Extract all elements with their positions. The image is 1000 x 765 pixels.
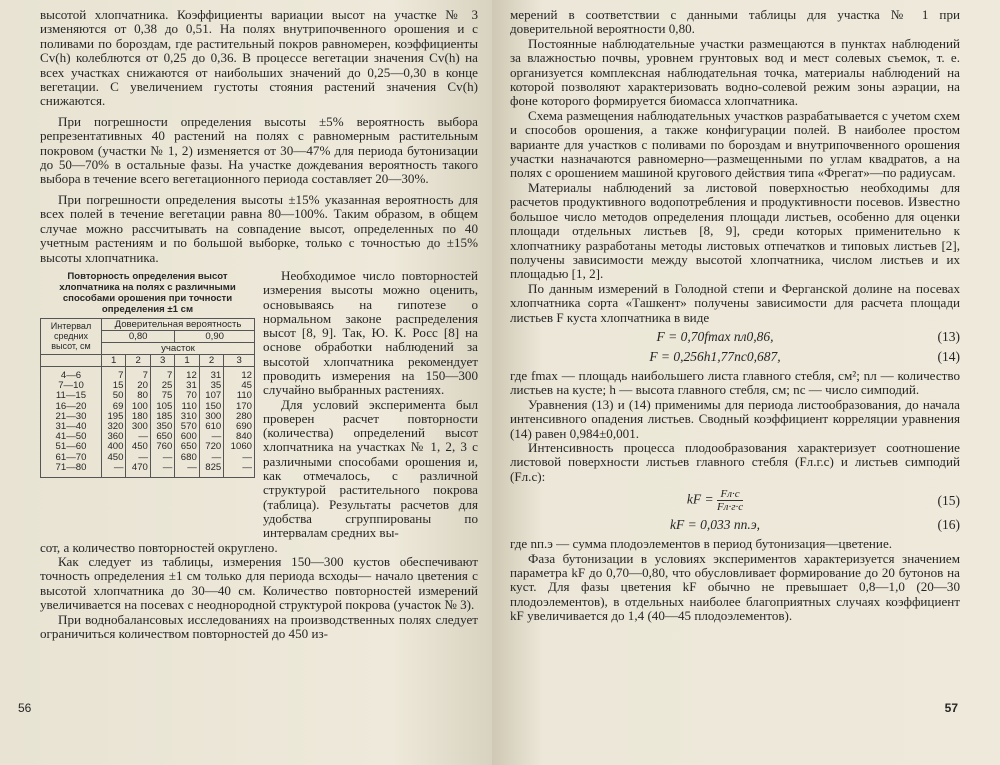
paragraph: высотой хлопчатника. Коэффициенты вариации высот на участке № 3 изменяются от 0,38 до 0,51. На полях внутрипочвенного орошения и с поливами по бороздам, где растительный покров равномерен, коэффициенты Cv(h) колеблются от 0,25 до 0,36. В процессе вегетации значения Cv(h) на всех участках снижаются от наибольших значений до 0,25—0,30 в конце вегетации. С увеличением густоты стояния растений значения Cv(h) снижаются.: [40, 7, 478, 109]
formula-14: [510, 349, 960, 365]
paragraph: Фаза бутонизации в условиях экспериментов характеризуется значением параметра kF до 0,70—0,80, что обусловливает формирование до 20 бутонов на куст. Для фазы цветения kF обычно не превышает 0,8—1,0 (20—30 плодоэлементов), в отдельных наиболее благоприятных случаях коэффициент kF увеличивается до 1,4 (40—45 плодоэлементов).: [510, 550, 960, 624]
table-cell: 80: [126, 391, 150, 401]
table-cell: 51—60: [41, 442, 102, 452]
table-cell: 7: [150, 366, 174, 381]
fraction: [717, 488, 743, 513]
table-row: [41, 366, 255, 381]
table-cell: 320: [102, 422, 126, 432]
table-cell: 110: [175, 402, 199, 412]
table-cell: 195: [102, 412, 126, 422]
plot-header: участок: [102, 342, 255, 354]
paragraph: При воднобалансовых исследованиях на производственных полях следует ограничиться количеством повторностей до 450 из-: [40, 611, 478, 641]
paragraph: При погрешности определения высоты ±5% вероятность выбора репрезентативных 40 растений на полях с равномерным растительным покровом (участки № 1, 2) изменяется от 30—47% для периода бутонизации до 50—70% в остальные фазы. На участке дождевания вероятность такого выбора в течение всего вегетационного периода составляет 20—30%.: [40, 113, 478, 187]
table-cell: 570: [175, 422, 199, 432]
table-caption: Повторность определения высот хлопчатника на полях с различными способами орошения при точности определения ±1 см: [59, 270, 236, 315]
paragraph: Материалы наблюдений за листовой поверхностью необходимы для расчетов продуктивного водопотребления и продуктивности посевов. Известно большое число методов определения площади листьев, особенно для оценки площади отдельных листьев [8, 9], среди которых применительно к хлопчатнику разработаны методы листовых отпечатков и типовых листьев [2], получены зависимости между высотой хлопчатника, числом листьев и их площадью [1, 2].: [510, 179, 960, 282]
page-56: [0, 0, 492, 765]
paragraph: Для условий эксперимента был проверен расчет повторности (количества) определений высот хлопчатника на участках № 1, 2, 3 с различными способами орошения и, как отмечалось, с различной структурой растительного покрова (таблица). Результаты расчетов для удобства сгруппированы по интервалам средних вы-: [263, 396, 478, 541]
table-cell: 360: [102, 432, 126, 442]
formula-16: [510, 517, 960, 533]
table-cell: 31: [199, 366, 223, 381]
table-cell: 16—20: [41, 402, 102, 412]
probability-header: Доверительная вероятность: [102, 318, 255, 330]
paragraph: Схема размещения наблюдательных участков разрабатывается с учетом схем и способов орошения, а также конфигурации полей. В наиболее простом варианте для участков с поливами по бороздам и внутрипочвенного орошения участки назначаются равномерно—размещенными по углам квадратов, а на полях с орошением машиной кругового действия типа «Фрегат»—по радиусам.: [510, 107, 960, 181]
plot-number: 1: [175, 354, 199, 366]
table-cell: 50: [102, 391, 126, 401]
table-cell: 840: [224, 432, 255, 442]
formula-number: (14): [937, 348, 960, 364]
table-cell: 600: [175, 432, 199, 442]
fraction-numerator: Fл·с: [717, 488, 743, 501]
page-number: 57: [944, 701, 958, 715]
formula-number: (15): [937, 492, 960, 508]
table-cell: 31: [175, 381, 199, 391]
paragraph: Интенсивность процесса плодообразования характеризует соотношение листовой поверхности листьев главного стебля (Fл.г.с) и листьев симподий (Fл.с):: [510, 439, 960, 484]
table-cell: 690: [224, 422, 255, 432]
table-cell: [41, 354, 102, 366]
table-cell: 107: [199, 391, 223, 401]
table-cell: —: [199, 432, 223, 442]
paragraph: мерений в соответствии с данными таблицы для участка № 1 при доверительной вероятности 0,80.: [510, 7, 960, 37]
table-cell: 300: [199, 412, 223, 422]
table-cell: 45: [224, 381, 255, 391]
table-cell: —: [126, 453, 150, 463]
table-cell: 610: [199, 422, 223, 432]
table-cell: 7: [126, 366, 150, 381]
table-cell: 61—70: [41, 453, 102, 463]
table-cell: 1060: [224, 442, 255, 452]
paragraph: где fmax — площадь наибольшего листа главного стебля, см²; nл — количество листьев на кусте; h — высота главного стебля, см; nc — число симподий.: [510, 367, 960, 398]
table-cell: 110: [224, 391, 255, 401]
table-cell: 69: [102, 402, 126, 412]
paragraph: При погрешности определения высоты ±15% указанная вероятность для всех полей в течение вегетации равна 80—100%. Таким образом, в общем случае можно рассчитывать на совпадение высот, определенных по 40 учетным растениям и по большой выборке, только с точностью до ±15% высоты хлопчатника.: [40, 191, 478, 265]
formula-13: [510, 329, 960, 345]
paragraph: Постоянные наблюдательные участки размещаются в пунктах наблюдений за влажностью почвы, уровнем грунтовых вод и мест солевых съемок, т. е. организуется комплексная наблюдательная точка, материалы наблюдений на которой позволяют характеризовать водно-солевой режим зоны аэрации, на фоне которого формируется биомасса хлопчатника.: [510, 35, 960, 109]
table-cell: 20: [126, 381, 150, 391]
plot-number: 2: [126, 354, 150, 366]
fraction-denominator: Fл·г·с: [716, 501, 744, 514]
page-57: [492, 0, 1000, 765]
probability-value: 0,90: [175, 330, 255, 342]
table-cell: —: [126, 432, 150, 442]
table-cell: —: [150, 463, 174, 478]
formula-expression: [510, 488, 920, 513]
formula-expression: F = 0,256h1,77nc0,687,: [649, 348, 781, 364]
table-cell: —: [199, 453, 223, 463]
plot-number: 3: [224, 354, 255, 366]
table-block: [40, 269, 478, 541]
table-cell: 760: [150, 442, 174, 452]
table-cell: 450: [102, 453, 126, 463]
table-cell: 12: [175, 366, 199, 381]
paragraph: где nп.э — сумма плодоэлементов в период бутонизация—цветение.: [510, 536, 893, 552]
table-cell: 7: [102, 366, 126, 381]
table-cell: 31—40: [41, 422, 102, 432]
table-cell: 280: [224, 412, 255, 422]
formula-expression: kF = 0,033 nп.э,: [669, 517, 761, 533]
table-cell: 180: [126, 412, 150, 422]
probability-value: 0,80: [102, 330, 175, 342]
table-row: [41, 442, 255, 452]
table-cell: 15: [102, 381, 126, 391]
table-cell: 310: [175, 412, 199, 422]
table-cell: —: [224, 453, 255, 463]
paragraph: Как следует из таблицы, измерения 150—300 кустов обеспечивают точность определения ±1 см только для периода всходы— начало цветения с высотой хлопчатника до 30—40 см. Количество повторностей измерений увеличивается на посевах с неоднородной структурой покрова (участок № 3).: [40, 553, 478, 613]
table-cell: 12: [224, 366, 255, 381]
table-row: [41, 463, 255, 478]
table-cell: 650: [150, 432, 174, 442]
table-cell: 400: [102, 442, 126, 452]
interval-header: Интервал средних высот, см: [41, 318, 102, 354]
table-row: [41, 391, 255, 401]
table-cell: 150: [199, 402, 223, 412]
plot-number: 1: [102, 354, 126, 366]
table-cell: 825: [199, 463, 223, 478]
table-cell: 300: [126, 422, 150, 432]
table-cell: 71—80: [41, 463, 102, 478]
table-cell: 450: [126, 442, 150, 452]
table-cell: 4—6: [41, 366, 102, 381]
table-cell: 470: [126, 463, 150, 478]
formula-number: (16): [937, 517, 960, 533]
table-cell: 35: [199, 381, 223, 391]
paragraph: Уравнения (13) и (14) применимы для периода листообразования, до начала интенсивного опадения листьев. Сводный коэффициент корреляции уравнения (14) равен 0,984±0,001.: [510, 396, 960, 441]
table-cell: —: [224, 463, 255, 478]
table-cell: 680: [175, 453, 199, 463]
table-cell: 70: [175, 391, 199, 401]
replication-table: [40, 318, 255, 478]
formula-15: [510, 488, 960, 513]
table-cell: 185: [150, 412, 174, 422]
paragraph: сот, а количество повторностей округлено.: [40, 539, 278, 555]
formula-number: (13): [937, 328, 960, 344]
table-cell: 7—10: [41, 381, 102, 391]
table-cell: —: [102, 463, 126, 478]
table-cell: 75: [150, 391, 174, 401]
table-cell: 11—15: [41, 391, 102, 401]
plot-number: 3: [150, 354, 174, 366]
table-cell: 25: [150, 381, 174, 391]
paragraph: Необходимое число повторностей измерения высоты можно оценить, основываясь на гипотезе о нормальном законе распределения высот [8, 9]. Так, Ю. К. Росс [8] на основе обработки наблюдений за высотой хлопчатника рекомендует проводить измерения на 150—300 случайно выбранных растениях.: [263, 267, 478, 398]
table-cell: 100: [126, 402, 150, 412]
formula-expression: F = 0,70fmax nл0,86,: [656, 328, 774, 344]
table-cell: —: [175, 463, 199, 478]
plot-number: 2: [199, 354, 223, 366]
table-cell: 170: [224, 402, 255, 412]
table-cell: 650: [175, 442, 199, 452]
table-cell: 21—30: [41, 412, 102, 422]
table-cell: 41—50: [41, 432, 102, 442]
table-cell: 720: [199, 442, 223, 452]
formula-lhs: kF =: [686, 491, 714, 507]
table-cell: 350: [150, 422, 174, 432]
page-number: 56: [18, 701, 32, 715]
table-cell: 105: [150, 402, 174, 412]
table-cell: —: [150, 453, 174, 463]
paragraph: По данным измерений в Голодной степи и Ферганской долине на посевах хлопчатника сорта «Ташкент» получены зависимости для расчета площади листьев F куста хлопчатника в виде: [510, 280, 960, 325]
